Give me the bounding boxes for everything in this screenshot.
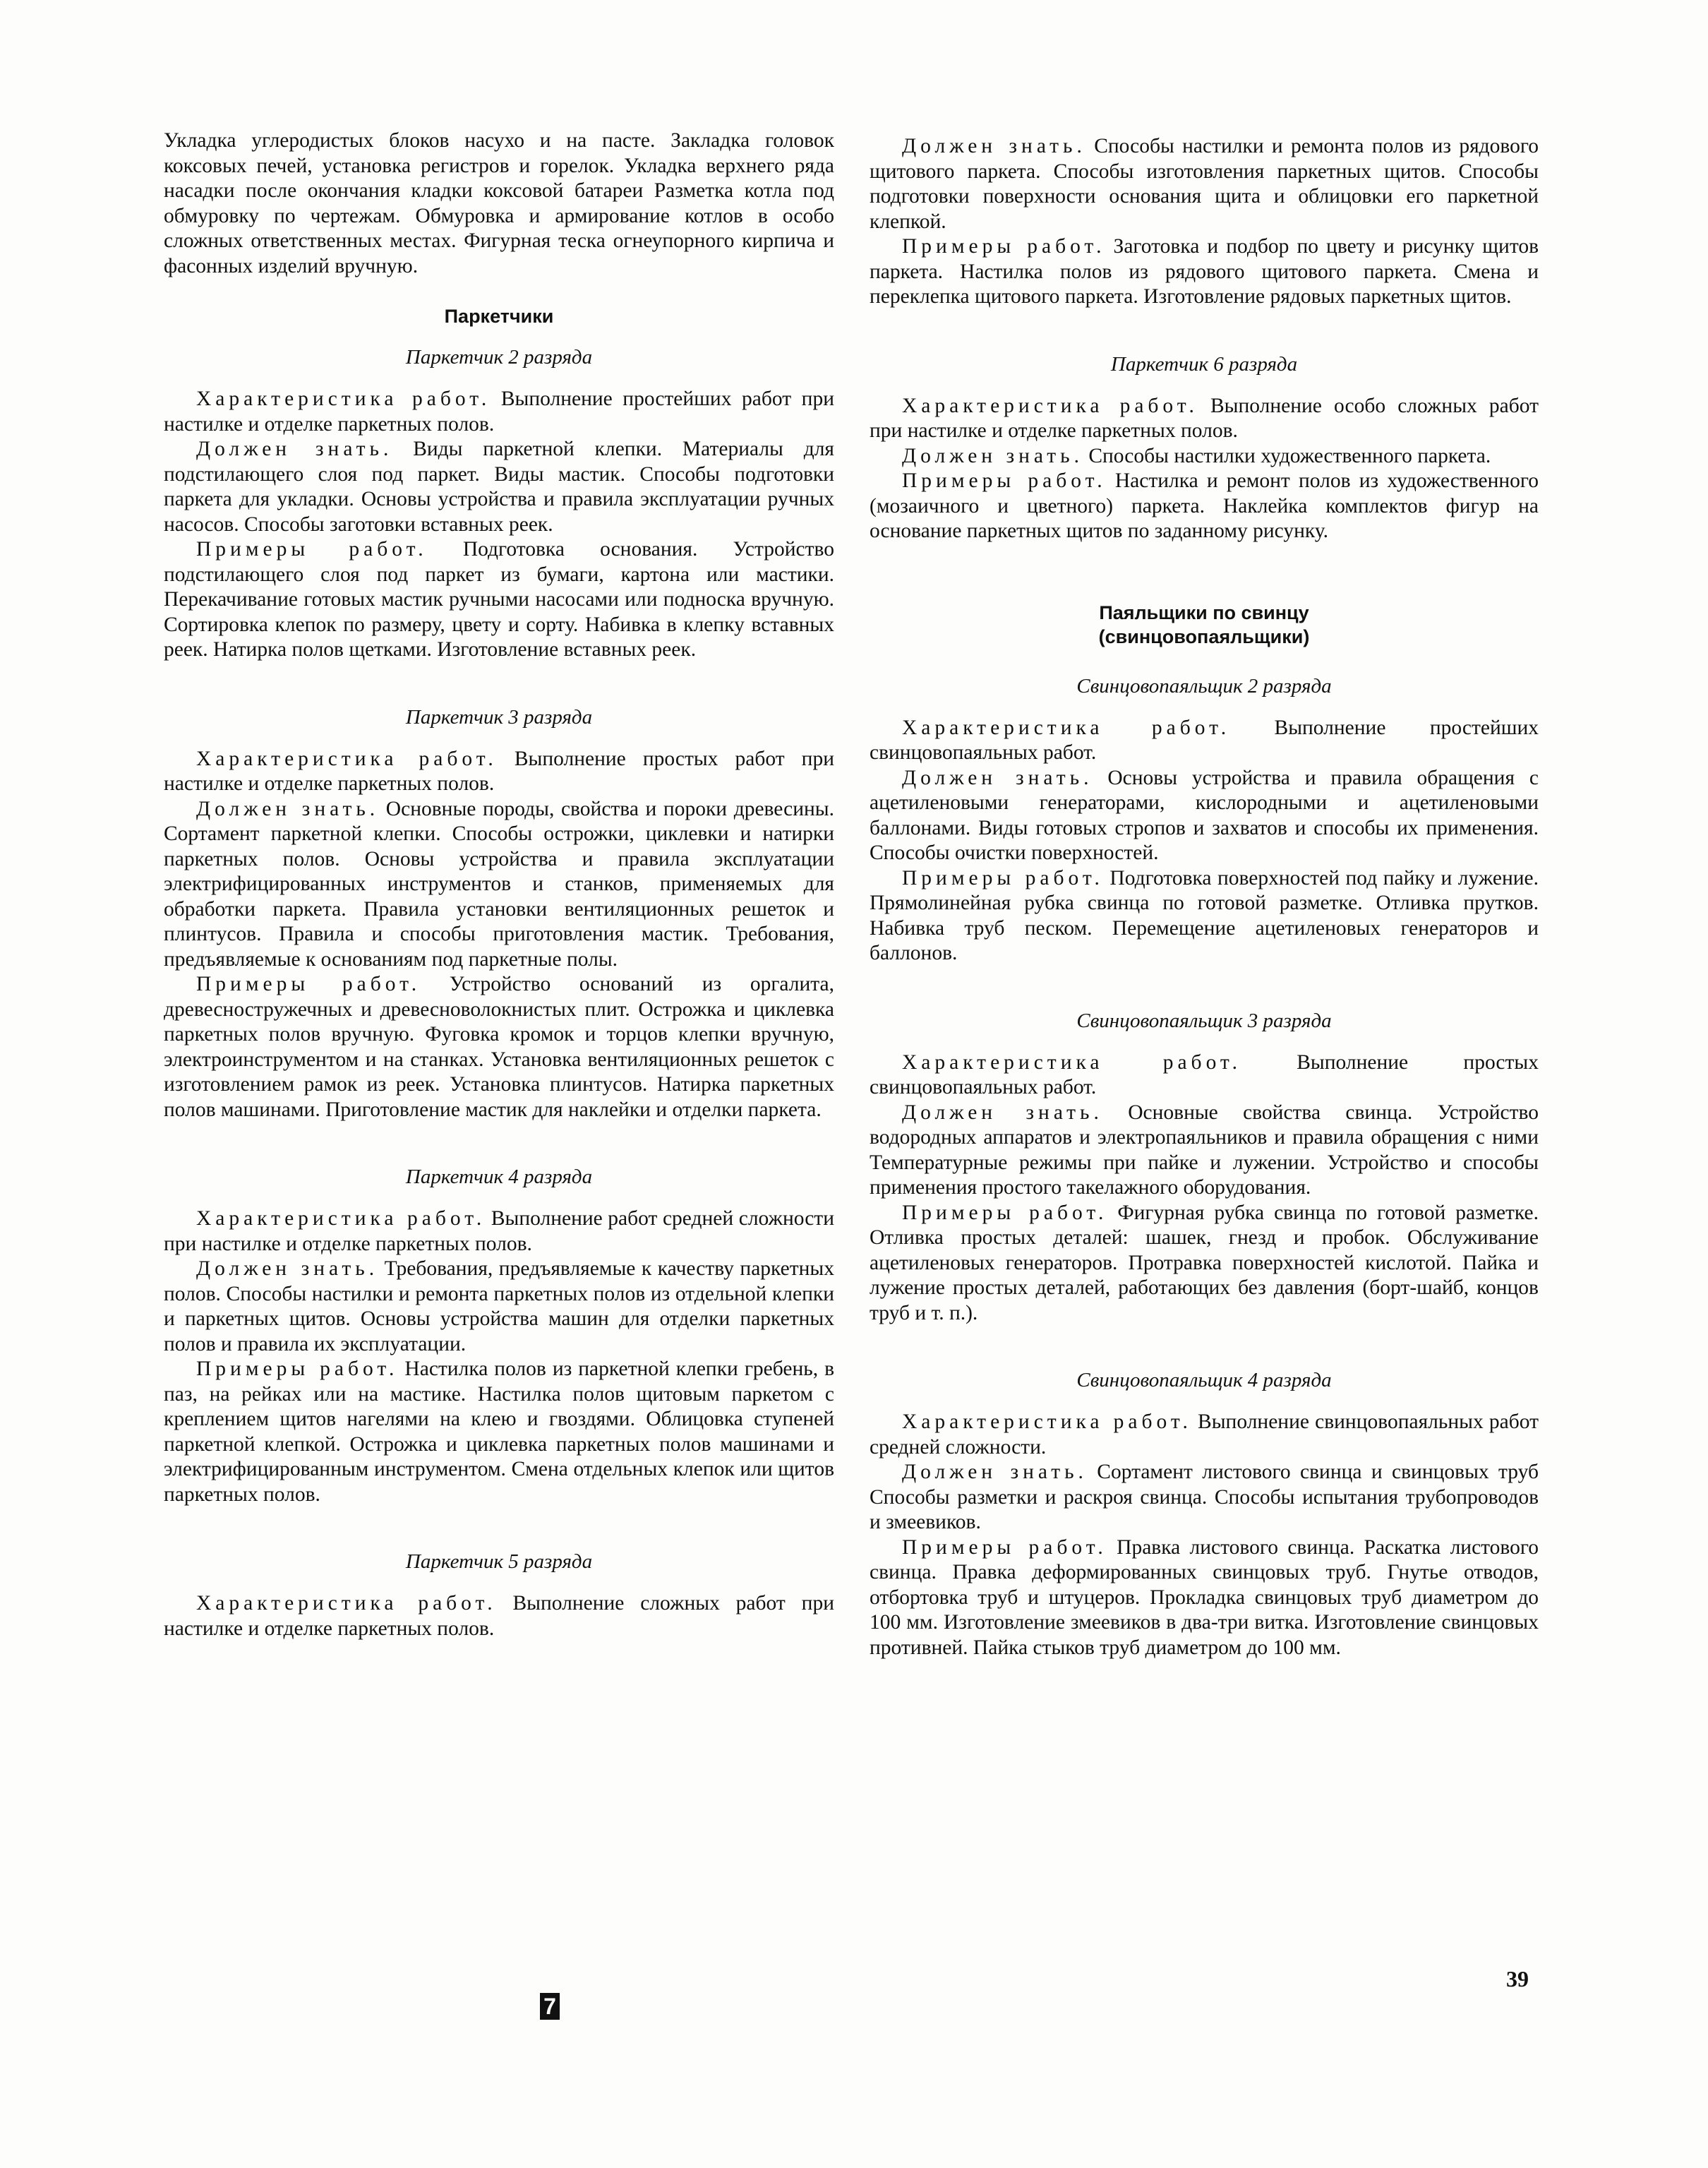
knowledge-text: Основные свойства свинца. Устройство водородных аппаратов и электропаяльников и правила обращения с ними Температурные режимы при пайке и лужении. Устройство и способы применения простого такелажного оборудования.	[870, 1101, 1539, 1199]
solderer-2-characteristic	[870, 716, 1539, 766]
grade-title-parquet-4: Паркетчик 4 разряда	[405, 1166, 593, 1188]
grade-title-parquet-3: Паркетчик 3 разряда	[405, 705, 593, 729]
examples-text: Устройство оснований из оргалита, древесностружечных и древесноволокнистых плит. Острожка и циклевка паркетных полов вручную. Фуговка кромок и торцов клепки вручную, электроинструментом и на станках. Установка вентиляционных решеток с изготовлением рамок из реек. Установка плинтусов. Натирка паркетных полов машинами. Приготовление мастик для наклейки и отделки паркета.	[164, 973, 835, 1121]
examples-label: Примеры работ.	[902, 469, 1107, 492]
knowledge-label: Должен знать.	[902, 135, 1086, 157]
examples-label: Примеры работ.	[196, 973, 421, 995]
parquet-5-examples	[870, 234, 1539, 310]
examples-text: Подготовка основания. Устройство подстилающего слоя под паркет из бумаги, картона или мастики. Перекачивание готовых мастик ручными насосами или подноска вручную. Сортировка клепок по размеру, цвету и сорту. Набивка в клепку вставных реек. Натирка полов щетками. Изготовление вставных реек.	[164, 538, 834, 661]
parquet-4-knowledge	[164, 1257, 834, 1357]
examples-label: Примеры работ.	[196, 538, 428, 561]
examples-label: Примеры работ.	[902, 235, 1106, 258]
knowledge-text: Виды паркетной клепки. Материалы для подстилающего слоя под паркет. Виды мастик. Способы подготовки паркета для укладки. Основы устройства и правила эксплуатации ручных насосов. Способы заготовки вставных реек.	[164, 438, 834, 536]
examples-label: Примеры работ.	[196, 1358, 399, 1380]
characteristic-label: Характеристика работ.	[196, 747, 498, 770]
solderer-3-characteristic	[870, 1050, 1539, 1101]
examples-text: Настилка полов из паркетной клепки гребень, в паз, на рейках или на мастике. Настилка полов щитовым паркетом с креплением щитов нагелями на клею и гвоздями. Облицовка ступеней паркетной клепкой. Острожка и циклевка паркетных полов машинами и электрифицированным инструментом. Смена отдельных клепок или щитов паркетных полов.	[164, 1358, 835, 1506]
grade-title-parquet-6: Паркетчик 6 разряда	[1110, 352, 1298, 376]
knowledge-text: Требования, предъявляемые к качеству паркетных полов. Способы настилки и ремонта паркетных полов из отдельной клепки и паркетных щитов. Основы устройства машин для отделки паркетных полов и правила их эксплуатации.	[164, 1257, 834, 1355]
parquet-3-characteristic	[164, 747, 834, 797]
grade-title-solderer-4: Свинцовопаяльщик 4 разряда	[1076, 1369, 1332, 1391]
solderer-2-examples	[870, 866, 1539, 966]
parquet-2-characteristic	[164, 387, 834, 437]
characteristic-label: Характеристика работ.	[196, 1592, 497, 1615]
parquet-3-knowledge	[164, 797, 834, 973]
parquet-3-examples	[164, 972, 834, 1122]
intro-paragraph: Укладка углеродистых блоков насухо и на пасте. Закладка головок коксовых печей, установка регистров и горелок. Укладка верхнего ряда насадки после окончания кладки коксовой батареи Разметка котла под обмуровку по чертежам. Обмуровка и армирование котлов в особо сложных ответственных местах. Фигурная теска огнеупорного кирпича и фасонных изделий вручную.	[164, 129, 834, 277]
grade-title-parquet-2: Паркетчик 2 разряда	[405, 346, 593, 369]
parquet-6-characteristic	[870, 394, 1539, 444]
page-number: 39	[1506, 1966, 1529, 1992]
left-column	[164, 128, 834, 1641]
examples-text: Заготовка и подбор по цвету и рисунку щитов паркета. Настилка полов из рядового щитового паркета. Смена и переклепка щитового паркета. Изготовление рядовых паркетных щитов.	[870, 235, 1539, 308]
knowledge-text: Способы настилки художественного паркета.	[1083, 444, 1491, 467]
knowledge-label: Должен знать.	[902, 766, 1093, 789]
examples-text: Настилка и ремонт полов из художественного (мозаичного и цветного) паркета. Наклейка комплектов фигур на основание паркетных щитов по заданному рисунку.	[870, 469, 1539, 542]
examples-text: Подготовка поверхностей под пайку и лужение. Прямолинейная рубка свинца по готовой разметке. Отливка прутков. Набивка труб песком. Перемещение ацетиленовых генераторов и баллонов.	[870, 866, 1539, 964]
parquet-5-knowledge	[870, 134, 1539, 234]
solderer-3-knowledge	[870, 1101, 1539, 1201]
knowledge-label: Должен знать.	[196, 438, 393, 460]
characteristic-text: Выполнение простых свинцовопаяльных работ.	[870, 1050, 1539, 1098]
knowledge-label: Должен знать.	[902, 1461, 1088, 1483]
examples-label: Примеры работ.	[902, 866, 1104, 890]
characteristic-text: Выполнение простейших работ при настилке и отделке паркетных полов.	[164, 388, 834, 436]
parquet-6-knowledge	[870, 444, 1539, 469]
characteristic-text: Выполнение особо сложных работ при настилке и отделке паркетных полов.	[870, 394, 1539, 442]
knowledge-label: Должен знать.	[902, 444, 1083, 467]
section-title-parquet: Паркетчики	[444, 306, 554, 327]
characteristic-text: Выполнение сложных работ при настилке и отделке паркетных полов.	[164, 1592, 834, 1640]
examples-text: Фигурная рубка свинца по готовой разметке. Отливка простых деталей: шашек, гнезд и пробок. Обслуживание ацетиленовых генераторов. Протравка поверхностей кислотой. Пайка и лужение простых деталей, работающих без давления (борт-шайб, концов труб и т. п.).	[870, 1201, 1539, 1324]
characteristic-text: Выполнение простых работ при настилке и отделке паркетных полов.	[164, 747, 834, 795]
parquet-5-characteristic	[164, 1591, 834, 1641]
characteristic-label: Характеристика работ.	[196, 388, 491, 410]
solderer-4-knowledge	[870, 1460, 1539, 1535]
characteristic-text: Выполнение простейших свинцовопаяльных работ.	[870, 716, 1539, 764]
solderer-2-knowledge	[870, 766, 1539, 866]
parquet-4-examples	[164, 1357, 834, 1507]
characteristic-label: Характеристика работ.	[902, 716, 1231, 739]
knowledge-label: Должен знать.	[196, 797, 380, 820]
characteristic-label: Характеристика работ.	[902, 1050, 1241, 1074]
characteristic-label: Характеристика работ.	[902, 394, 1198, 417]
characteristic-text: Выполнение работ средней сложности при настилке и отделке паркетных полов.	[164, 1207, 834, 1255]
examples-label: Примеры работ.	[902, 1201, 1108, 1224]
knowledge-text: Сортамент листового свинца и свинцовых труб Способы разметки и раскроя свинца. Способы испытания трубопроводов и змеевиков.	[870, 1461, 1539, 1533]
examples-text: Правка листового свинца. Раскатка листового свинца. Правка деформированных свинцовых труб. Гнутье отводов, отбортовка труб и штуцеров. Прокладка свинцовых труб диаметром до 100 мм. Изготовление змеевиков в два-три витка. Изготовление свинцовых противней. Пайка стыков труб диаметром до 100 мм.	[870, 1535, 1539, 1659]
knowledge-text: Способы настилки и ремонта полов из рядового щитового паркета. Способы изготовления паркетных щитов. Способы подготовки поверхности основания щита и облицовки его паркетной клепкой.	[870, 135, 1539, 233]
right-column	[870, 134, 1539, 1660]
parquet-2-knowledge	[164, 437, 834, 537]
solderer-3-examples	[870, 1201, 1539, 1326]
knowledge-label: Должен знать.	[196, 1257, 379, 1280]
characteristic-label: Характеристика работ.	[902, 1411, 1192, 1433]
section-subtitle-lead-soldering: (свинцовопаяльщики)	[1098, 625, 1310, 647]
parquet-6-examples	[870, 469, 1539, 544]
solderer-4-examples	[870, 1535, 1539, 1661]
examples-label: Примеры работ.	[902, 1535, 1107, 1559]
grade-title-solderer-2: Свинцовопаяльщик 2 разряда	[1076, 674, 1332, 697]
parquet-4-characteristic	[164, 1206, 834, 1257]
knowledge-text: Основы устройства и правила обращения с ацетиленовыми генераторами, кислородными и ацетиленовыми баллонами. Виды готовых стропов и захватов и способы их применения. Способы очистки поверхностей.	[870, 766, 1539, 864]
parquet-2-examples	[164, 537, 834, 663]
signature-mark: 7	[540, 1993, 560, 2020]
characteristic-text: Выполнение свинцовопаяльных работ средней сложности.	[870, 1411, 1539, 1459]
grade-title-solderer-3: Свинцовопаяльщик 3 разряда	[1076, 1009, 1332, 1032]
section-title-lead-soldering: Паяльщики по свинцу	[1099, 601, 1309, 623]
solderer-4-characteristic	[870, 1410, 1539, 1460]
knowledge-text: Основные породы, свойства и пороки древесины. Сортамент паркетной клепки. Способы острожки, циклевки и натирки паркетных полов. Основы устройства и правила эксплуатации электрифицированных инструментов и станков, применяемых для обработки паркета. Правила установки вентиляционных решеток и плинтусов. Правила и способы приготовления мастик. Требования, предъявляемые к основаниям под паркетные полы.	[164, 797, 834, 971]
grade-title-parquet-5: Паркетчик 5 разряда	[405, 1550, 593, 1573]
characteristic-label: Характеристика работ.	[196, 1207, 486, 1230]
knowledge-label: Должен знать.	[902, 1101, 1103, 1124]
